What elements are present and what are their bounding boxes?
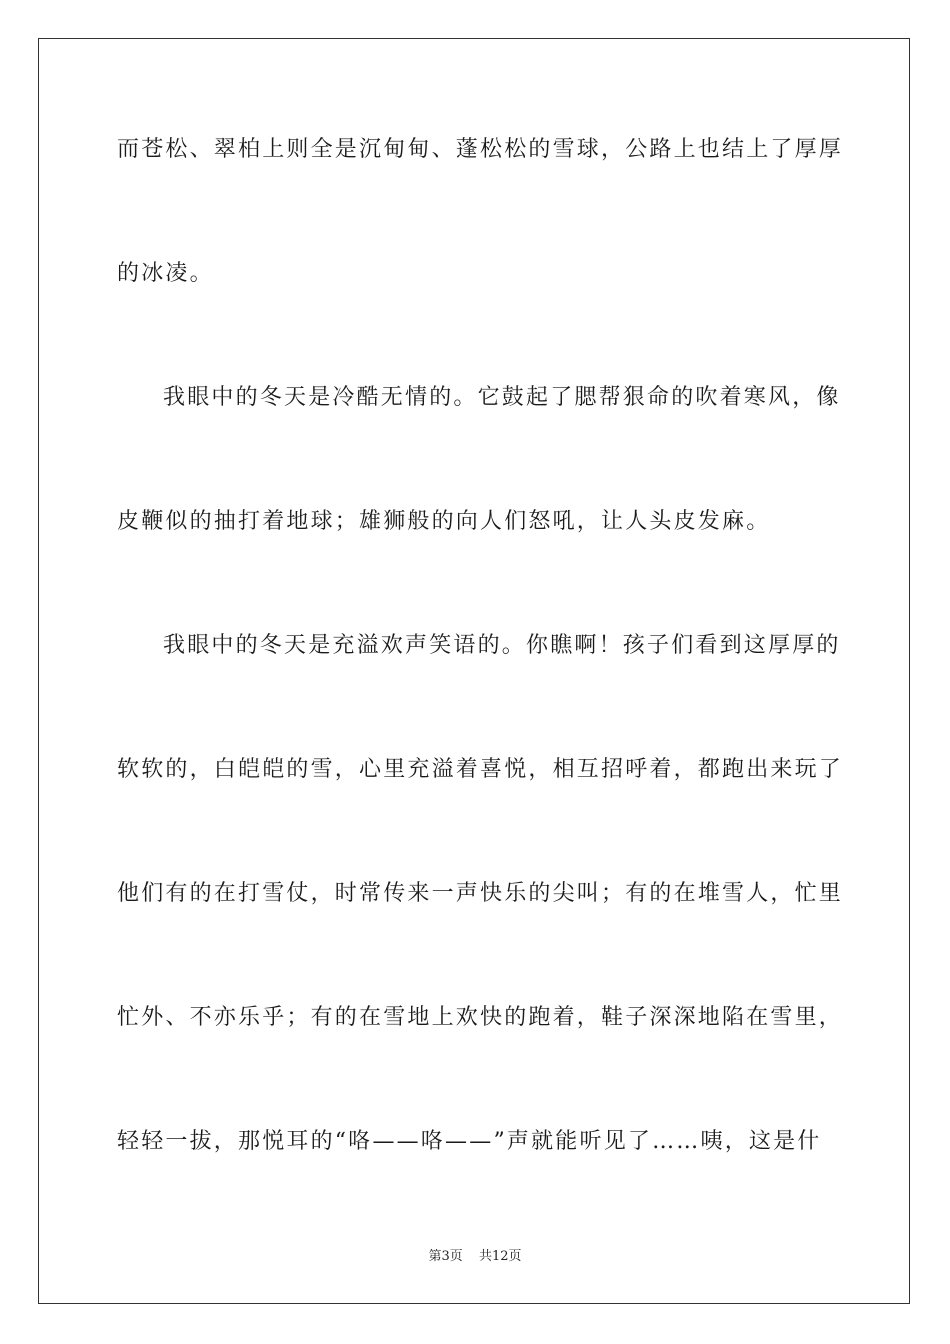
text-line-8: 忙外、不亦乐乎；有的在雪地上欢快的跑着，鞋子深深地陷在雪里， [117, 1005, 844, 1030]
text-line-7: 他们有的在打雪仗，时常传来一声快乐的尖叫；有的在堆雪人，忙里 [117, 881, 844, 906]
text-line-4: 皮鞭似的抽打着地球；雄狮般的向人们怒吼，让人头皮发麻。 [117, 509, 771, 534]
paragraph-start-line-3: 我眼中的冬天是冷酷无情的。它鼓起了腮帮狠命的吹着寒风，像 [163, 385, 841, 410]
paragraph-start-line-5: 我眼中的冬天是充溢欢声笑语的。你瞧啊！孩子们看到这厚厚的 [163, 633, 841, 658]
text-line-1: 而苍松、翠柏上则全是沉甸甸、蓬松松的雪球，公路上也结上了厚厚 [117, 137, 844, 162]
page-number-total: 共12页 [478, 1249, 522, 1264]
page-border [38, 38, 910, 1304]
page-footer [0, 1248, 950, 1266]
page-number-current: 第3页 [428, 1249, 463, 1264]
text-line-9: 轻轻一拔，那悦耳的“咯——咯——”声就能听见了……咦，这是什 [117, 1129, 822, 1154]
text-line-6: 软软的，白皑皑的雪，心里充溢着喜悦，相互招呼着，都跑出来玩了 [117, 757, 844, 782]
text-line-2: 的冰凌。 [117, 261, 214, 286]
